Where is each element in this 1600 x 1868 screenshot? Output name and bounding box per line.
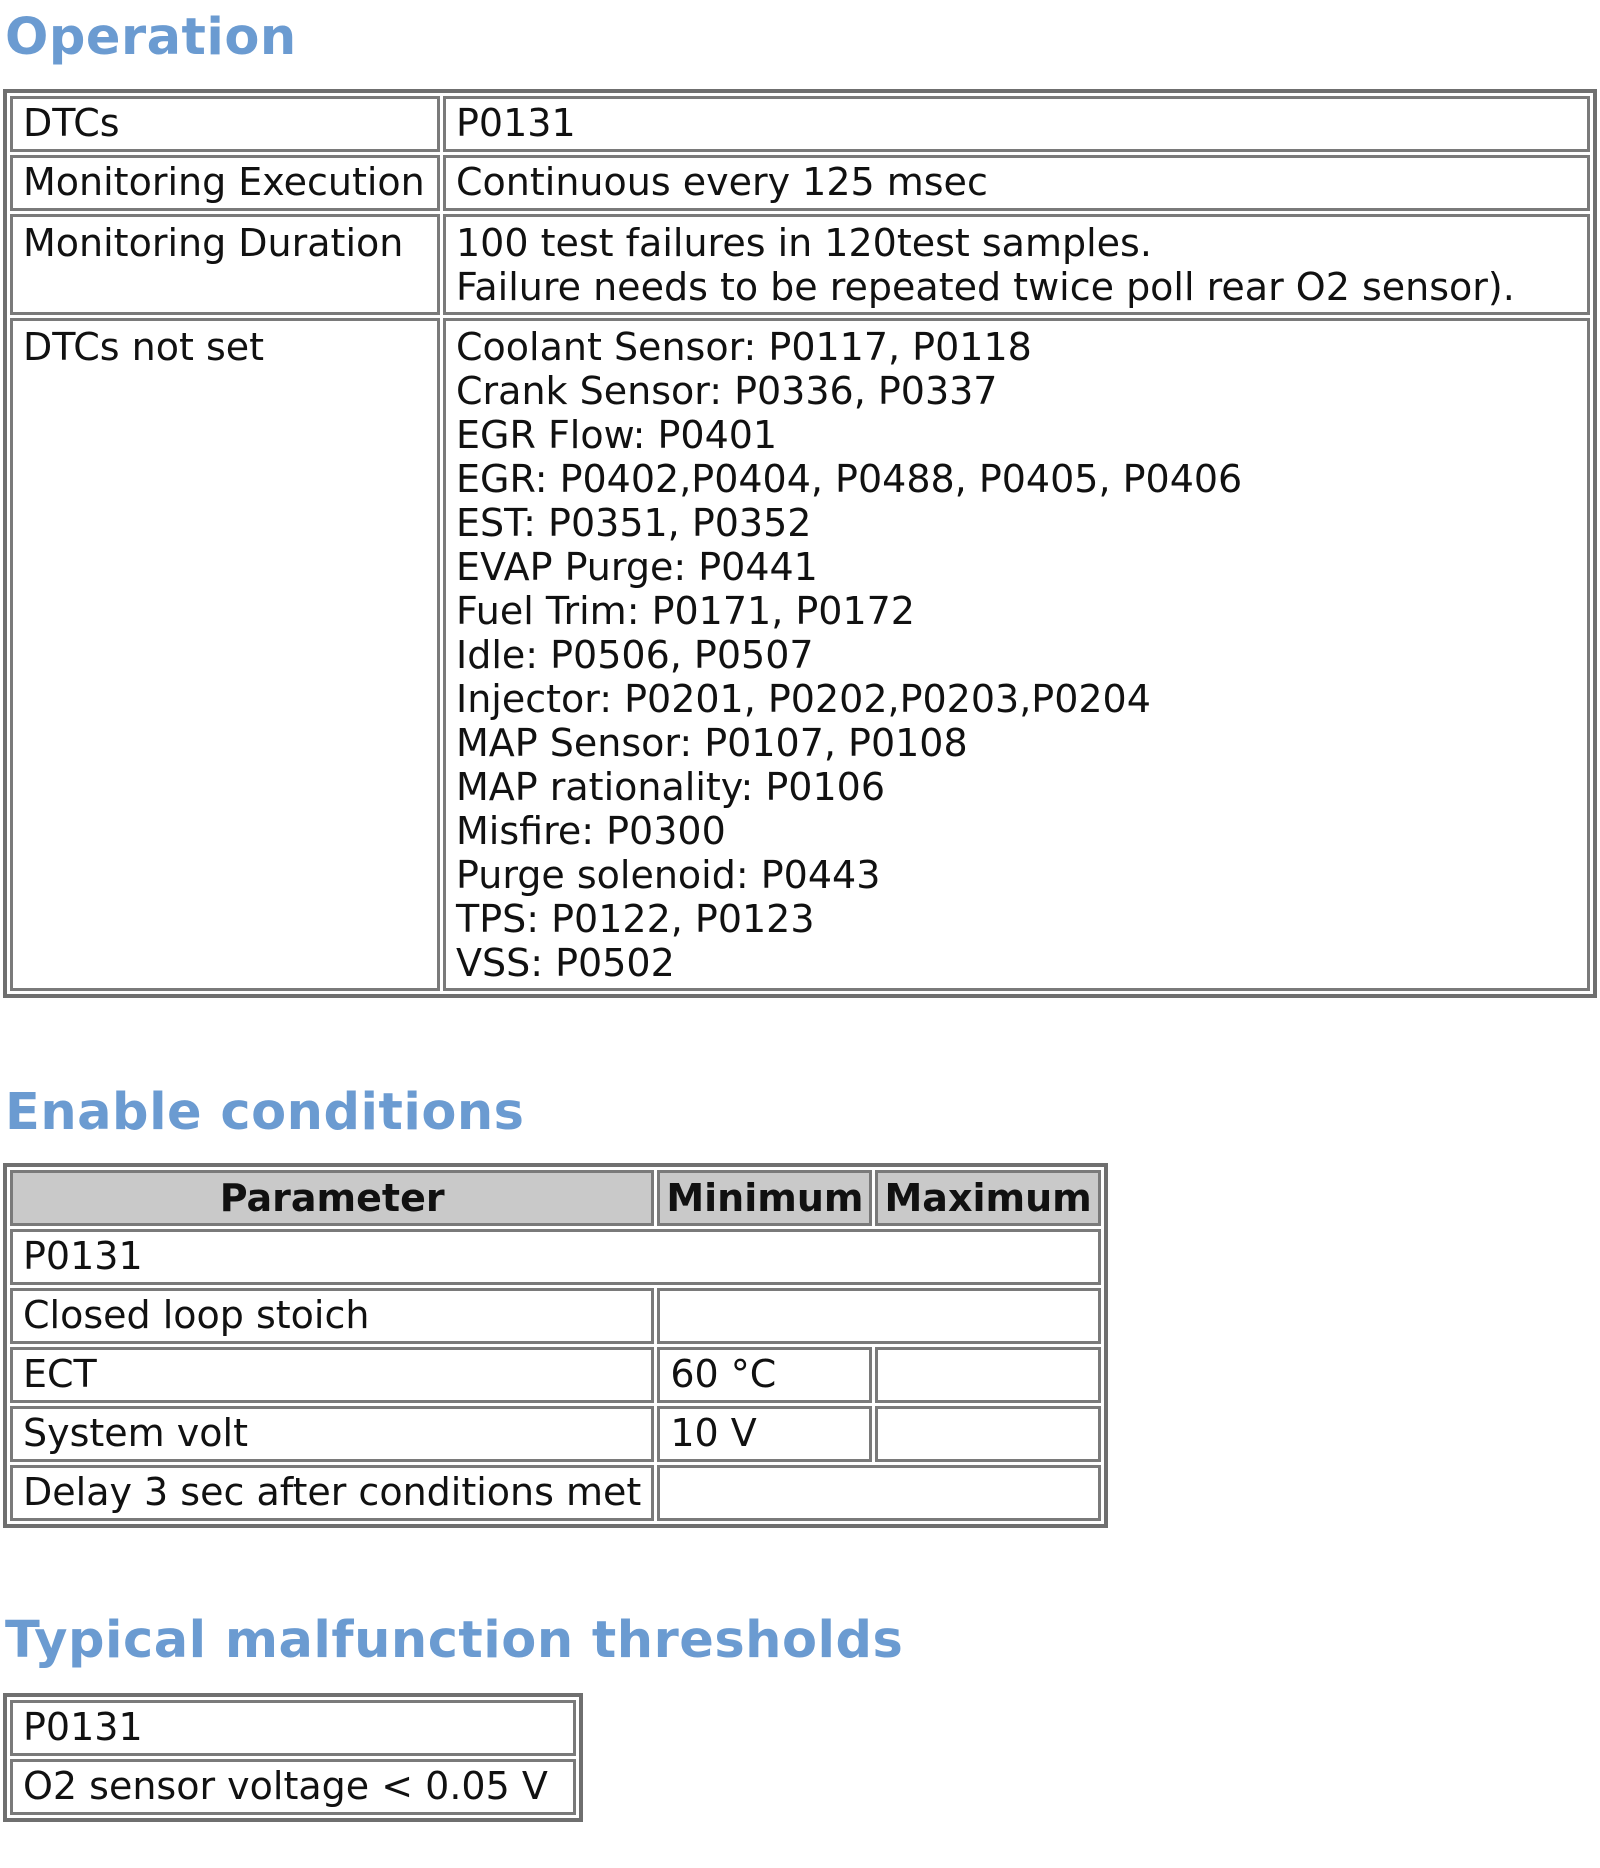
table-header-row [10,1170,1101,1226]
table-row [10,1759,576,1815]
dtc-not-set-item: TPS: P0122, P0123 [456,897,815,941]
enable-parameter-cell: ECT [10,1347,654,1403]
table-row [10,214,1590,315]
dtc-not-set-item: Crank Sensor: P0336, P0337 [456,369,998,413]
enable-parameter-cell: Delay 3 sec after conditions met [10,1465,654,1521]
dtc-not-set-item: EVAP Purge: P0441 [456,545,818,589]
operation-value-monitoring-execution [443,155,1590,211]
dtc-not-set-item: Purge solenoid: P0443 [456,853,881,897]
table-row [10,318,1590,991]
operation-label-monitoring-duration: Monitoring Duration [10,214,440,315]
column-header-maximum: Maximum [875,1170,1100,1226]
thresholds-table [3,1693,583,1822]
column-header-parameter: Parameter [10,1170,654,1226]
enable-conditions-table [3,1163,1108,1528]
dtc-not-set-item: EGR: P0402,P0404, P0488, P0405, P0406 [456,457,1243,501]
table-row [10,1406,1101,1462]
table-row [10,1229,1101,1285]
table-row [10,96,1590,152]
operation-value-line: Continuous every 125 msec [456,159,988,204]
operation-value-monitoring-duration [443,214,1590,315]
enable-conditions-heading: Enable conditions [5,1083,525,1142]
enable-value-cell [657,1465,1100,1521]
enable-value-cell [657,1288,1100,1344]
operation-label-dtcs: DTCs [10,96,440,152]
operation-value-dtcs [443,96,1590,152]
operation-table [3,89,1597,998]
enable-maximum-cell [875,1347,1100,1403]
thresholds-heading: Typical malfunction thresholds [5,1611,904,1670]
dtc-not-set-item: EST: P0351, P0352 [456,501,812,545]
operation-value-dtcs-not-set [443,318,1590,991]
enable-minimum-cell: 60 °C [657,1347,872,1403]
table-row [10,1288,1101,1344]
operation-value-line: 100 test failures in 120test samples. [456,221,1152,265]
thresholds-value-cell: O2 sensor voltage < 0.05 V [10,1759,576,1815]
operation-heading: Operation [5,8,297,67]
dtc-not-set-item: Misfire: P0300 [456,809,726,853]
enable-parameter-cell: System volt [10,1406,654,1462]
operation-value-line: Failure needs to be repeated twice poll rear O2 sensor). [456,265,1515,309]
enable-minimum-cell: 10 V [657,1406,872,1462]
table-row [10,1465,1101,1521]
dtc-not-set-item: VSS: P0502 [456,941,675,985]
dtc-not-set-item: EGR Flow: P0401 [456,413,778,457]
dtc-not-set-item: Coolant Sensor: P0117, P0118 [456,325,1032,369]
enable-parameter-cell: Closed loop stoich [10,1288,654,1344]
enable-maximum-cell [875,1406,1100,1462]
table-row [10,1347,1101,1403]
dtc-not-set-item: Injector: P0201, P0202,P0203,P0204 [456,677,1151,721]
thresholds-dtc-cell: P0131 [10,1700,576,1756]
operation-label-monitoring-execution: Monitoring Execution [10,155,440,211]
operation-label-dtcs-not-set: DTCs not set [10,318,440,991]
table-row [10,1700,576,1756]
dtc-not-set-item: Idle: P0506, P0507 [456,633,814,677]
dtc-not-set-item: Fuel Trim: P0171, P0172 [456,589,915,633]
enable-dtc-cell: P0131 [10,1229,1101,1285]
dtc-not-set-item: MAP Sensor: P0107, P0108 [456,721,968,765]
table-row [10,155,1590,211]
operation-value-line: P0131 [456,100,576,145]
dtc-not-set-item: MAP rationality: P0106 [456,765,886,809]
column-header-minimum: Minimum [657,1170,872,1226]
